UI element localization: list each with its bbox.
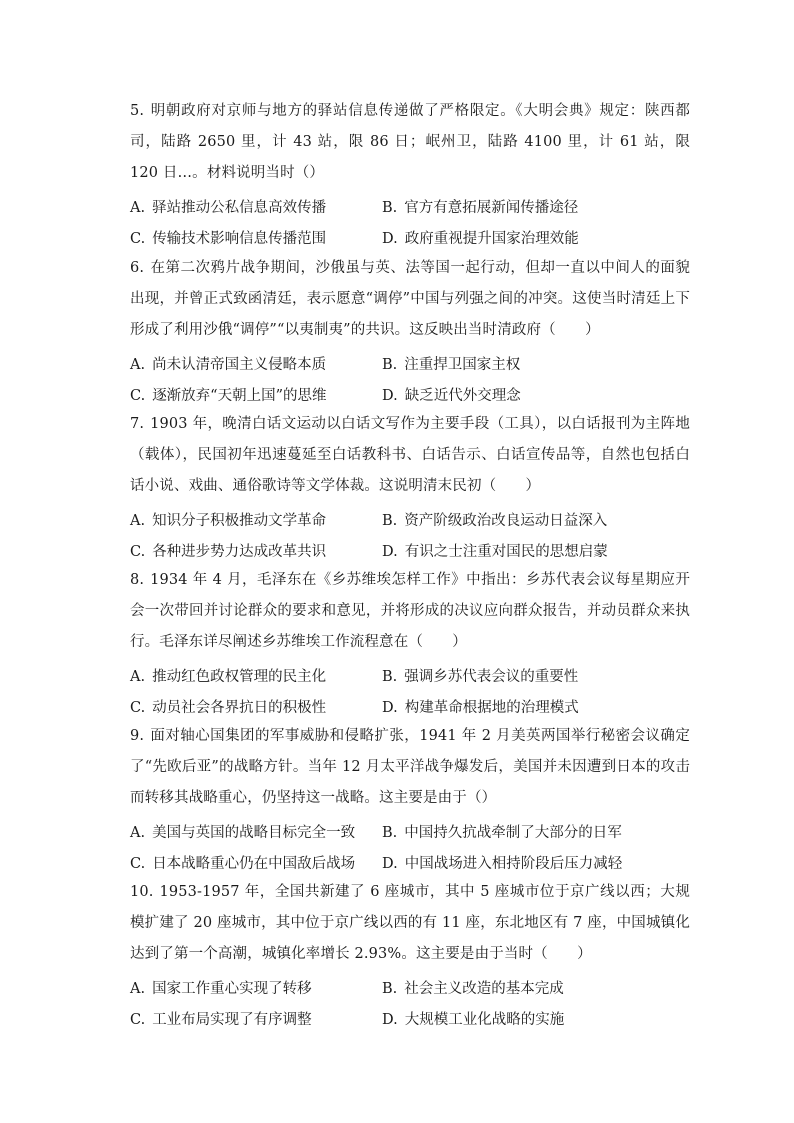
question-number: 7. bbox=[130, 416, 145, 432]
question-10 bbox=[130, 877, 690, 1036]
option-list bbox=[130, 974, 690, 1036]
option-a[interactable]: A. 驿站推动公私信息高效传播 bbox=[130, 199, 327, 216]
question-text: 面对轴心国集团的军事威胁和侵略扩张，1941 年 2 月美英两国举行秘密会议确定了“先欧后亚”的战略方针。当年 12 月太平洋战争爆发后，美国并未因遭到日本的攻击而转移其战略重心，仍坚持这一战略。这主要是由于（） bbox=[130, 728, 690, 807]
option-list bbox=[130, 350, 690, 412]
option-a[interactable]: A. 国家工作重心实现了转移 bbox=[130, 980, 312, 997]
question-stem bbox=[130, 409, 690, 503]
question-text: 在第二次鸦片战争期间，沙俄虽与英、法等国一起行动，但却一直以中间人的面貌出现，并曾正式致函清廷，表示愿意“调停”中国与列强之间的冲突。这使当时清廷上下形成了利用沙俄“调停”“以夷制夷”的共识。这反映出当时清政府（ ） bbox=[130, 260, 690, 339]
question-text: 1953-1957 年，全国共新建了 6 座城市，其中 5 座城市位于京广线以西；大规模扩建了 20 座城市，其中位于京广线以西的有 11 座，东北地区有 7 座，中国城镇化达到了第一个高潮，城镇化率增长 2.93%。这主要是由于当时（ ） bbox=[130, 884, 690, 963]
question-number: 10. bbox=[130, 884, 154, 900]
option-a[interactable]: A. 尚未认清帝国主义侵略本质 bbox=[130, 356, 327, 373]
question-8 bbox=[130, 565, 690, 724]
option-b[interactable]: B. 官方有意拓展新闻传播途径 bbox=[382, 199, 579, 216]
question-6 bbox=[130, 253, 690, 412]
option-d[interactable]: D. 中国战场进入相持阶段后压力减轻 bbox=[382, 855, 623, 872]
option-c[interactable]: C. 工业布局实现了有序调整 bbox=[130, 1011, 312, 1028]
option-c[interactable]: C. 传输技术影响信息传播范围 bbox=[130, 230, 327, 247]
question-number: 9. bbox=[130, 728, 145, 744]
option-b[interactable]: B. 强调乡苏代表会议的重要性 bbox=[382, 668, 579, 685]
question-number: 5. bbox=[130, 103, 145, 119]
option-d[interactable]: D. 缺乏近代外交理念 bbox=[382, 387, 521, 404]
question-stem bbox=[130, 721, 690, 815]
option-b[interactable]: B. 资产阶级政治改良运动日益深入 bbox=[382, 512, 608, 529]
question-stem bbox=[130, 877, 690, 971]
option-d[interactable]: D. 政府重视提升国家治理效能 bbox=[382, 230, 579, 247]
option-a[interactable]: A. 知识分子积极推动文学革命 bbox=[130, 512, 327, 529]
option-list bbox=[130, 506, 690, 568]
option-c[interactable]: C. 日本战略重心仍在中国敌后战场 bbox=[130, 855, 356, 872]
option-a[interactable]: A. 推动红色政权管理的民主化 bbox=[130, 668, 327, 685]
option-list bbox=[130, 193, 690, 255]
option-d[interactable]: D. 构建革命根据地的治理模式 bbox=[382, 699, 579, 716]
option-a[interactable]: A. 美国与英国的战略目标完全一致 bbox=[130, 824, 356, 841]
question-text: 明朝政府对京师与地方的驿站信息传递做了严格限定。《大明会典》规定：陕西都司，陆路 2650 里，计 43 站，限 86 日；岷州卫，陆路 4100 里，计 61 站，限 120 日…。材料说明当时（） bbox=[130, 103, 690, 182]
option-d[interactable]: D. 大规模工业化战略的实施 bbox=[382, 1011, 565, 1028]
option-d[interactable]: D. 有识之士注重对国民的思想启蒙 bbox=[382, 543, 608, 560]
option-c[interactable]: C. 各种进步势力达成改革共识 bbox=[130, 543, 327, 560]
question-number: 6. bbox=[130, 260, 145, 276]
option-list bbox=[130, 818, 690, 880]
option-b[interactable]: B. 注重捍卫国家主权 bbox=[382, 356, 521, 373]
option-list bbox=[130, 662, 690, 724]
question-text: 1934 年 4 月，毛泽东在《乡苏维埃怎样工作》中指出：乡苏代表会议每星期应开会一次带回并讨论群众的要求和意见，并将形成的决议应向群众报告，并动员群众来执行。毛泽东详尽阐述乡苏维埃工作流程意在（ ） bbox=[130, 572, 690, 651]
question-5 bbox=[130, 96, 690, 255]
option-c[interactable]: C. 动员社会各界抗日的积极性 bbox=[130, 699, 327, 716]
question-7 bbox=[130, 409, 690, 568]
question-number: 8. bbox=[130, 572, 145, 588]
question-stem bbox=[130, 565, 690, 659]
option-b[interactable]: B. 中国持久抗战牵制了大部分的日军 bbox=[382, 824, 622, 841]
option-c[interactable]: C. 逐渐放弃“天朝上国”的思维 bbox=[130, 387, 327, 404]
question-stem bbox=[130, 96, 690, 190]
question-stem bbox=[130, 253, 690, 347]
option-b[interactable]: B. 社会主义改造的基本完成 bbox=[382, 980, 564, 997]
question-9 bbox=[130, 721, 690, 880]
question-text: 1903 年，晚清白话文运动以白话文写作为主要手段（工具），以白话报刊为主阵地（载体），民国初年迅速蔓延至白话教科书、白话告示、白话宣传品等，自然也包括白话小说、戏曲、通俗歌诗等文学体裁。这说明清末民初（ ） bbox=[130, 416, 690, 495]
